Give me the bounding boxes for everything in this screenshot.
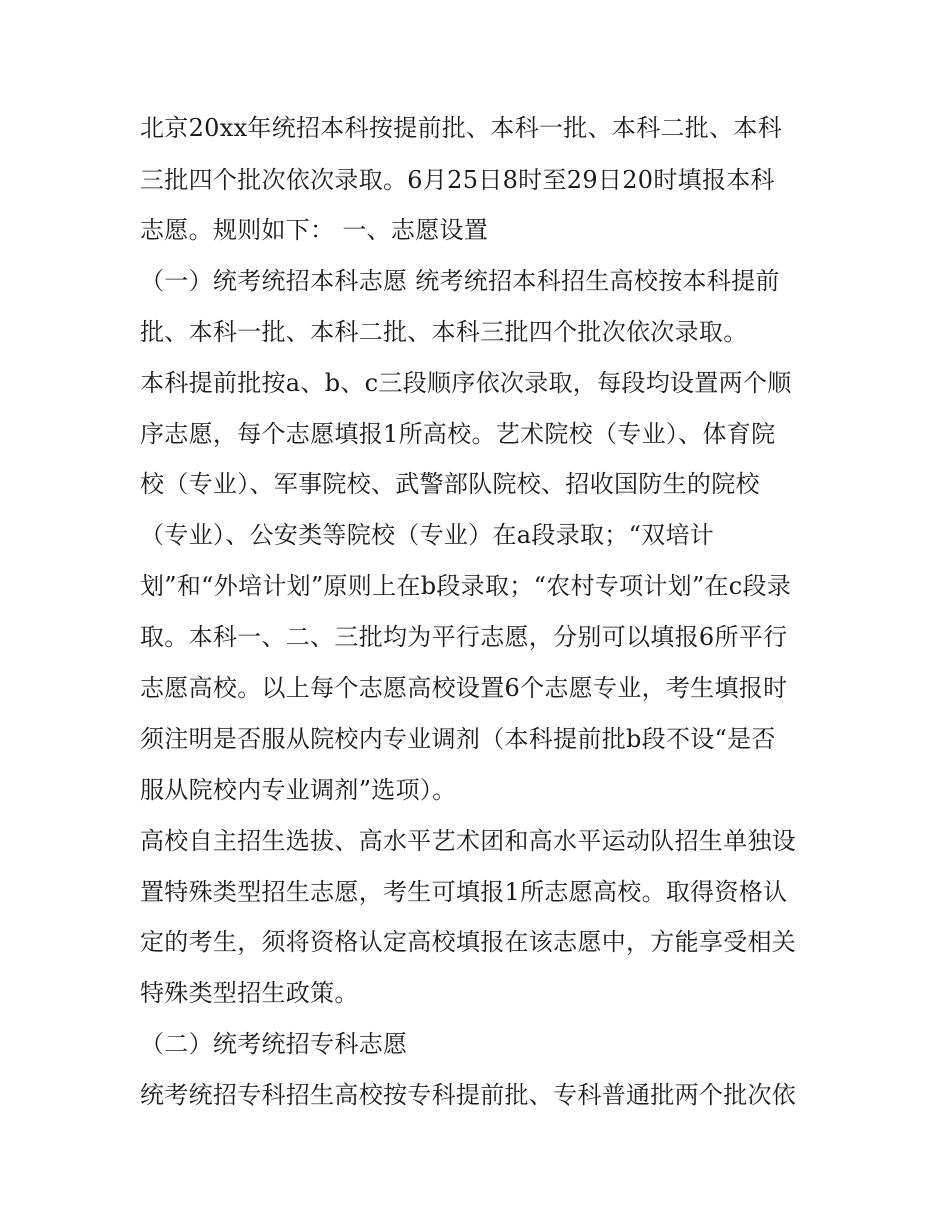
text-line: 须注明是否服从院校内专业调剂（本科提前批b段不设“是否 [140, 725, 776, 753]
text-line: 置特殊类型招生志愿，考生可填报1所志愿高校。取得资格认 [140, 878, 788, 906]
text-line: 校（专业）、军事院校、武警部队院校、招收国防生的院校 [140, 470, 760, 498]
text-line: 取。本科一、二、三批均为平行志愿，分别可以填报6所平行 [140, 623, 788, 651]
text-line: 批、本科一批、本科二批、本科三批四个批次依次录取。 [140, 318, 748, 346]
text-line: 本科提前批按a、b、c三段顺序依次录取，每段均设置两个顺 [140, 369, 792, 397]
text-line: （二）统考统招专科志愿 [140, 1030, 408, 1058]
text-line: 序志愿，每个志愿填报1所高校。艺术院校（专业）、体育院 [140, 420, 776, 448]
text-line: 高校自主招生选拔、高水平艺术团和高水平运动队招生单独设 [140, 827, 797, 855]
text-line: 服从院校内专业调剂”选项）。 [140, 776, 457, 804]
text-line: 统考统招专科招生高校按专科提前批、专科普通批两个批次依 [140, 1081, 797, 1109]
text-line: 志愿。规则如下： 一、志愿设置 [140, 216, 489, 244]
text-line: 三批四个批次依次录取。6月25日8时至29日20时填报本科 [140, 166, 775, 194]
text-line: 特殊类型招生政策。 [140, 979, 359, 1007]
text-line: （一）统考统招本科志愿 统考统招本科招生高校按本科提前 [140, 267, 780, 295]
text-line: 划”和“外培计划”原则上在b段录取；“农村专项计划”在c段录 [140, 572, 792, 600]
text-line: 定的考生，须将资格认定高校填报在该志愿中，方能享受相关 [140, 928, 797, 956]
text-line: （专业）、公安类等院校（专业）在a段录取；“双培计 [140, 521, 715, 549]
text-line: 北京20xx年统招本科按提前批、本科一批、本科二批、本科 [140, 114, 783, 142]
text-line: 志愿高校。以上每个志愿高校设置6个志愿专业，考生填报时 [140, 674, 788, 702]
